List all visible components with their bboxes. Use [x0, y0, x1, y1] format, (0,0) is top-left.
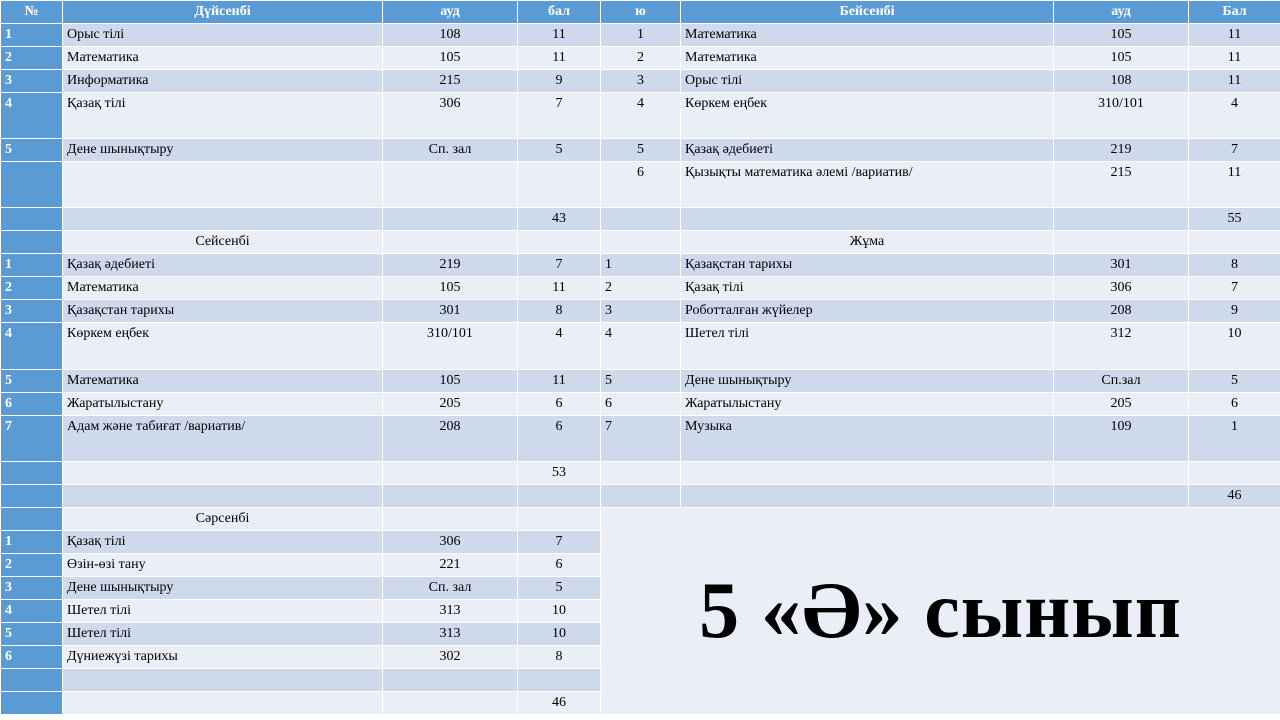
- table-row: [1, 47, 1280, 70]
- room: 215: [1054, 162, 1189, 208]
- room: 306: [1054, 277, 1189, 300]
- points: 11: [1189, 70, 1280, 93]
- points: 8: [518, 300, 601, 323]
- room-empty: [1054, 208, 1189, 231]
- room-empty: [383, 692, 518, 715]
- room: 215: [383, 70, 518, 93]
- room-empty: [1054, 231, 1189, 254]
- subject-empty: [63, 462, 383, 485]
- subject: Математика: [681, 24, 1054, 47]
- room: 219: [1054, 139, 1189, 162]
- room-empty: [1054, 485, 1189, 508]
- points: 11: [1189, 24, 1280, 47]
- header-thursday: Бейсенбі: [681, 1, 1054, 24]
- subject-empty: [681, 462, 1054, 485]
- points: 1: [1189, 416, 1280, 462]
- points-empty: [518, 485, 601, 508]
- subject: Дүниежүзі тарихы: [63, 646, 383, 669]
- room: 105: [1054, 47, 1189, 70]
- subject-empty: [63, 692, 383, 715]
- subject-empty: [63, 208, 383, 231]
- points: 7: [1189, 277, 1280, 300]
- lesson-number: 3: [601, 70, 681, 93]
- lesson-number: 3: [601, 300, 681, 323]
- table-row: [1, 323, 1280, 370]
- subject: Математика: [681, 47, 1054, 70]
- lesson-number: 3: [1, 300, 63, 323]
- lesson-number: 2: [601, 47, 681, 70]
- table-row: [1, 70, 1280, 93]
- subject: Информатика: [63, 70, 383, 93]
- lesson-number: 1: [601, 24, 681, 47]
- room-empty: [383, 162, 518, 208]
- subject: Қазақ тілі: [681, 277, 1054, 300]
- day-title-row: [1, 231, 1280, 254]
- lesson-number: 3: [1, 70, 63, 93]
- points: 10: [1189, 323, 1280, 370]
- header-row: [1, 1, 1280, 24]
- room-empty: [383, 485, 518, 508]
- points-empty: [1189, 231, 1280, 254]
- room-empty: [383, 669, 518, 692]
- room: 306: [383, 531, 518, 554]
- subject: Өзін-өзі тану: [63, 554, 383, 577]
- table-row: [1, 93, 1280, 139]
- room: 208: [1054, 300, 1189, 323]
- subject: Орыс тілі: [63, 24, 383, 47]
- room: 312: [1054, 323, 1189, 370]
- points: 11: [518, 24, 601, 47]
- lesson-number-empty: [1, 485, 63, 508]
- subject: Дене шынықтыру: [63, 577, 383, 600]
- tuesday-title: Сейсенбі: [63, 231, 383, 254]
- subject: Математика: [63, 370, 383, 393]
- points: 11: [518, 370, 601, 393]
- lesson-number: 1: [1, 24, 63, 47]
- header-aud-right: ауд: [1054, 1, 1189, 24]
- table-row: [1, 300, 1280, 323]
- room: 108: [1054, 70, 1189, 93]
- subject: Дене шынықтыру: [681, 370, 1054, 393]
- subject-empty: [63, 485, 383, 508]
- room: Сп. зал: [383, 577, 518, 600]
- lesson-number: 5: [1, 139, 63, 162]
- lesson-number: 6: [1, 646, 63, 669]
- table-row: [1, 370, 1280, 393]
- room: Сп.зал: [1054, 370, 1189, 393]
- lesson-number-empty: [1, 162, 63, 208]
- lesson-number-empty: [1, 692, 63, 715]
- points: 7: [1189, 139, 1280, 162]
- room: 310/101: [1054, 93, 1189, 139]
- lesson-number: 4: [1, 323, 63, 370]
- table-row: [1, 139, 1280, 162]
- lesson-number-empty: [1, 462, 63, 485]
- subject: Қазақстан тарихы: [63, 300, 383, 323]
- points: 7: [518, 254, 601, 277]
- subject: Орыс тілі: [681, 70, 1054, 93]
- room: 105: [383, 370, 518, 393]
- lesson-number: 4: [601, 323, 681, 370]
- header-aud: ауд: [383, 1, 518, 24]
- points-empty: [518, 669, 601, 692]
- room: 105: [383, 277, 518, 300]
- friday-total: 46: [1189, 485, 1280, 508]
- subject-empty: [681, 208, 1054, 231]
- points-empty: [518, 162, 601, 208]
- points: 11: [518, 47, 601, 70]
- subject: Шетел тілі: [63, 600, 383, 623]
- lesson-number: 2: [1, 277, 63, 300]
- lesson-number: 1: [601, 254, 681, 277]
- lesson-number-empty: [601, 208, 681, 231]
- subject: Музыка: [681, 416, 1054, 462]
- lesson-number-empty: [1, 231, 63, 254]
- subject: Математика: [63, 47, 383, 70]
- points: 6: [518, 393, 601, 416]
- subject: Роботталған жүйелер: [681, 300, 1054, 323]
- room: 301: [1054, 254, 1189, 277]
- room: 205: [383, 393, 518, 416]
- table-row: [1, 24, 1280, 47]
- subject: Адам және табиғат /вариатив/: [63, 416, 383, 462]
- lesson-number: 5: [1, 623, 63, 646]
- points-empty: [1189, 462, 1280, 485]
- subject: Қазақ тілі: [63, 93, 383, 139]
- room-empty: [383, 208, 518, 231]
- lesson-number: 2: [1, 554, 63, 577]
- lesson-number: 6: [601, 162, 681, 208]
- monday-total: 43: [518, 208, 601, 231]
- lesson-number: 2: [601, 277, 681, 300]
- points-empty: [518, 508, 601, 531]
- lesson-number: 3: [1, 577, 63, 600]
- room: 306: [383, 93, 518, 139]
- thursday-total: 55: [1189, 208, 1280, 231]
- points-empty: [518, 231, 601, 254]
- lesson-number: 2: [1, 47, 63, 70]
- points: 5: [518, 577, 601, 600]
- lesson-number: 4: [601, 93, 681, 139]
- lesson-number-empty: [1, 508, 63, 531]
- subject: Қызықты математика әлемі /вариатив/: [681, 162, 1054, 208]
- points: 9: [518, 70, 601, 93]
- header-num-right: ю: [601, 1, 681, 24]
- lesson-number-empty: [601, 485, 681, 508]
- lesson-number: 7: [601, 416, 681, 462]
- subject: Дене шынықтыру: [63, 139, 383, 162]
- lesson-number: 5: [1, 370, 63, 393]
- room-empty: [383, 508, 518, 531]
- room: 109: [1054, 416, 1189, 462]
- room: 208: [383, 416, 518, 462]
- lesson-number: 6: [1, 393, 63, 416]
- total-row: [1, 462, 1280, 485]
- points: 10: [518, 623, 601, 646]
- room: 302: [383, 646, 518, 669]
- subject: Қазақ әдебиеті: [681, 139, 1054, 162]
- points: 9: [1189, 300, 1280, 323]
- subject: Жаратылыстану: [63, 393, 383, 416]
- points: 6: [518, 554, 601, 577]
- friday-title: Жұма: [681, 231, 1054, 254]
- room: 221: [383, 554, 518, 577]
- table-row: [1, 162, 1280, 208]
- room: 105: [383, 47, 518, 70]
- points: 11: [1189, 162, 1280, 208]
- room: 313: [383, 600, 518, 623]
- room: 108: [383, 24, 518, 47]
- subject-empty: [63, 669, 383, 692]
- points: 4: [518, 323, 601, 370]
- lesson-number-empty: [601, 231, 681, 254]
- room: 310/101: [383, 323, 518, 370]
- subject-empty: [681, 485, 1054, 508]
- subject: Қазақ әдебиеті: [63, 254, 383, 277]
- points: 4: [1189, 93, 1280, 139]
- class-title: 5 «Ә» сынып: [601, 508, 1280, 715]
- subject: Жаратылыстану: [681, 393, 1054, 416]
- table-row: [1, 277, 1280, 300]
- room: 105: [1054, 24, 1189, 47]
- wednesday-total: 46: [518, 692, 601, 715]
- room: Сп. зал: [383, 139, 518, 162]
- points: 11: [518, 277, 601, 300]
- tuesday-total: 53: [518, 462, 601, 485]
- lesson-number: 7: [1, 416, 63, 462]
- subject: Қазақстан тарихы: [681, 254, 1054, 277]
- header-bal: бал: [518, 1, 601, 24]
- subject: Шетел тілі: [681, 323, 1054, 370]
- points: 7: [518, 531, 601, 554]
- room-empty: [1054, 462, 1189, 485]
- room: 205: [1054, 393, 1189, 416]
- subject: Шетел тілі: [63, 623, 383, 646]
- room-empty: [383, 231, 518, 254]
- points: 5: [1189, 370, 1280, 393]
- room: 313: [383, 623, 518, 646]
- subject: Көркем еңбек: [63, 323, 383, 370]
- lesson-number: 5: [601, 370, 681, 393]
- lesson-number-empty: [1, 208, 63, 231]
- points: 8: [518, 646, 601, 669]
- points: 6: [1189, 393, 1280, 416]
- lesson-number: 4: [1, 93, 63, 139]
- lesson-number-empty: [1, 669, 63, 692]
- header-bal-right: Бал: [1189, 1, 1280, 24]
- lesson-number: 4: [1, 600, 63, 623]
- wednesday-title: Сәрсенбі: [63, 508, 383, 531]
- lesson-number: 1: [1, 254, 63, 277]
- lesson-number: 5: [601, 139, 681, 162]
- subject-empty: [63, 162, 383, 208]
- points: 7: [518, 93, 601, 139]
- points: 5: [518, 139, 601, 162]
- room: 301: [383, 300, 518, 323]
- lesson-number: 1: [1, 531, 63, 554]
- total-row: [1, 485, 1280, 508]
- lesson-number-empty: [601, 462, 681, 485]
- points: 6: [518, 416, 601, 462]
- subject: Математика: [63, 277, 383, 300]
- table-row: [1, 416, 1280, 462]
- day-title-row: [1, 508, 1280, 531]
- lesson-number: 6: [601, 393, 681, 416]
- subject: Қазақ тілі: [63, 531, 383, 554]
- room: 219: [383, 254, 518, 277]
- header-monday: Дүйсенбі: [63, 1, 383, 24]
- total-row: [1, 208, 1280, 231]
- points: 10: [518, 600, 601, 623]
- points: 8: [1189, 254, 1280, 277]
- subject: Көркем еңбек: [681, 93, 1054, 139]
- table-row: [1, 254, 1280, 277]
- table-row: [1, 393, 1280, 416]
- points: 11: [1189, 47, 1280, 70]
- room-empty: [383, 462, 518, 485]
- header-num: №: [1, 1, 63, 24]
